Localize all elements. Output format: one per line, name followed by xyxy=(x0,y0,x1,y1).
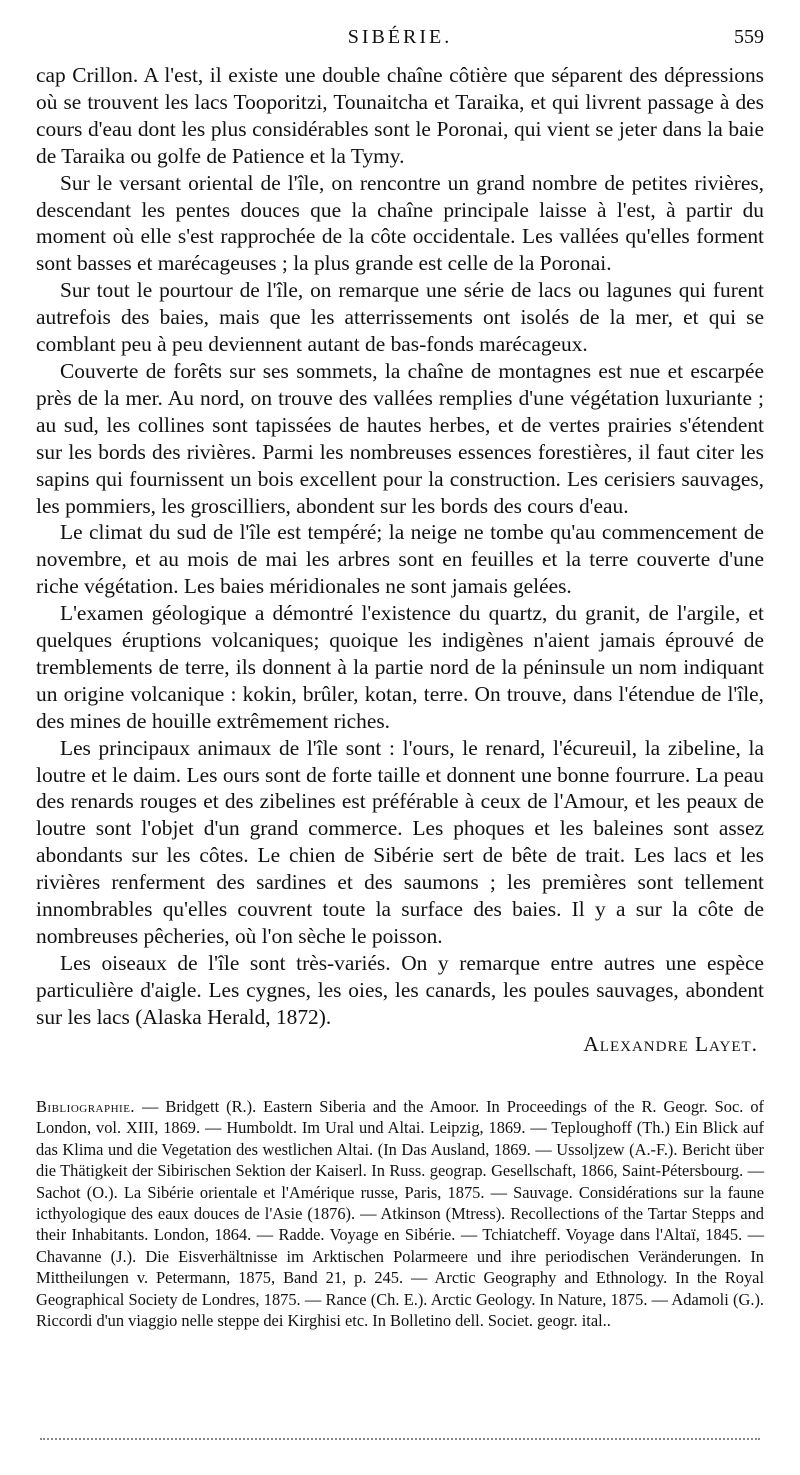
body-text xyxy=(36,62,764,1058)
paragraph-2: Sur le versant oriental de l'île, on rencontre un grand nombre de petites rivières, descendant les pentes douces que la chaîne principale laisse à l'est, à partir du moment où elle s'est rapprochée de la côte occidentale. Les vallées qu'elles forment sont basses et marécageuses ; la plus grande est celle de la Poronai. xyxy=(36,170,764,276)
running-title: SIBÉRIE. xyxy=(347,26,453,48)
paragraph-6: L'examen géologique a démontré l'existence du quartz, du granit, de l'argile, et quelques éruptions volcaniques; quoique les indigènes n'aient jamais éprouvé de tremblements de terre, ils donnent à la partie nord de la péninsule un nom indiquant un origine volcanique : kokin, brûler, kotan, terre. On trouve, dans l'étendue de l'île, des mines de houille extrêmement riches. xyxy=(36,601,764,733)
paragraph-4: Couverte de forêts sur ses sommets, la chaîne de montagnes est nue et escarpée près de la mer. Au nord, on trouve des vallées remplies d'une végétation luxuriante ; au sud, les collines sont tapissées de hautes herbes, et de vertes prairies s'étendent sur les bords des rivières. Parmi les nombreuses essences forestières, il faut citer les sapins qui fournissent un bois excellent pour la construction. Les cerisiers sauvages, les pommiers, les groscilliers, abondent sur les bords des cours d'eau. xyxy=(36,358,764,518)
paragraph-3: Sur tout le pourtour de l'île, on remarque une série de lacs ou lagunes qui furent autrefois des baies, mais que les atterrissements ont isolés de la mer, et qui se comblant peu à peu deviennent autant de bas-fonds marécageux. xyxy=(36,278,764,357)
attribution-line xyxy=(36,1031,764,1058)
bibliography-label: Bibliographie. xyxy=(36,1097,136,1116)
footer-dotted-rule xyxy=(40,1438,760,1440)
bibliography-text: — Bridgett (R.). Eastern Siberia and the Amoor. In Proceedings of the R. Geogr. Soc. of London, vol. XIII, 1869. — Humboldt. Im Ural und Altai. Leipzig, 1869. — Teploughoff (Th.) Ein Blick auf das Klima und die Vegetation des westlichen Altai. (In Das Ausland, 1869. — Ussoljzew (A.-F.). Bericht über die Thätigkeit der Sibirischen Sektion der Kaiserl. In Russ. geograp. Gesellschaft, 1866, Saint-Pétersbourg. — Sachot (O.). La Sibérie orientale et l'Amérique russe, Paris, 1875. — Sauvage. Considérations sur la faune icthyologique des eaux douces de l'Asie (1876). — Atkinson (Mtress). Recollections of the Tartar Stepps and their Inhabitants. London, 1864. — Radde. Voyage en Sibérie. — Tchiatcheff. Voyage dans l'Altaï, 1845. — Chavanne (J.). Die Eisverhältnisse im Arktischen Polarmeere und ihre periodischen Veränderungen. In Mittheilungen v. Petermann, 1875, Band 21, p. 245. — Arctic Geography and Ethnology. In the Royal Geographical Society de Londres, 1875. — Rance (Ch. E.). Arctic Geology. In Nature, 1875. — Adamoli (G.). Riccordi d'un viaggio nelle steppe dei Kirghisi etc. In Bolletino dell. Societ. geogr. ital.. xyxy=(36,1097,764,1331)
paragraph-1: cap Crillon. A l'est, il existe une double chaîne côtière que séparent des dépressions où se trouvent les lacs Tooporitzi, Tounaitcha et Taraika, et qui livrent passage à des cours d'eau dont les plus considérables sont le Poronai, qui vient se jeter dans la baie de Taraika ou golfe de Patience et la Tymy. xyxy=(36,63,764,168)
bibliography xyxy=(36,1096,764,1331)
paragraph-7: Les principaux animaux de l'île sont : l'ours, le renard, l'écureuil, la zibeline, la loutre et le daim. Les ours sont de forte taille et donnent une bonne fourrure. La peau des renards rouges et des zibelines est préférable à ceux de l'Amour, et les peaux de loutre sont l'objet d'un grand commerce. Les phoques et les baleines sont assez abondants sur les côtes. Le chien de Sibérie sert de bête de trait. Les lacs et les rivières renferment des sardines et des saumons ; les premières sont tellement innombrables qu'elles couvrent toute la surface des baies. Il y a sur la côte de nombreuses pêcheries, où l'on sèche le poisson. xyxy=(36,735,764,948)
page-number: 559 xyxy=(734,26,764,48)
paragraph-8: Les oiseaux de l'île sont très-variés. On y remarque entre autres une espèce particulière d'aigle. Les cygnes, les oies, les canards, les poules sauvages, abondent sur les lacs (Alaska Herald, 1872). xyxy=(36,950,764,1029)
page-header xyxy=(36,26,764,56)
author-signature: Alexandre Layet. xyxy=(583,1031,758,1056)
paragraph-5: Le climat du sud de l'île est tempéré; la neige ne tombe qu'au commencement de novembre, et au mois de mai les arbres sont en feuilles et la terre couverte d'une riche végétation. Les baies méridionales ne sont jamais gelées. xyxy=(36,520,764,599)
